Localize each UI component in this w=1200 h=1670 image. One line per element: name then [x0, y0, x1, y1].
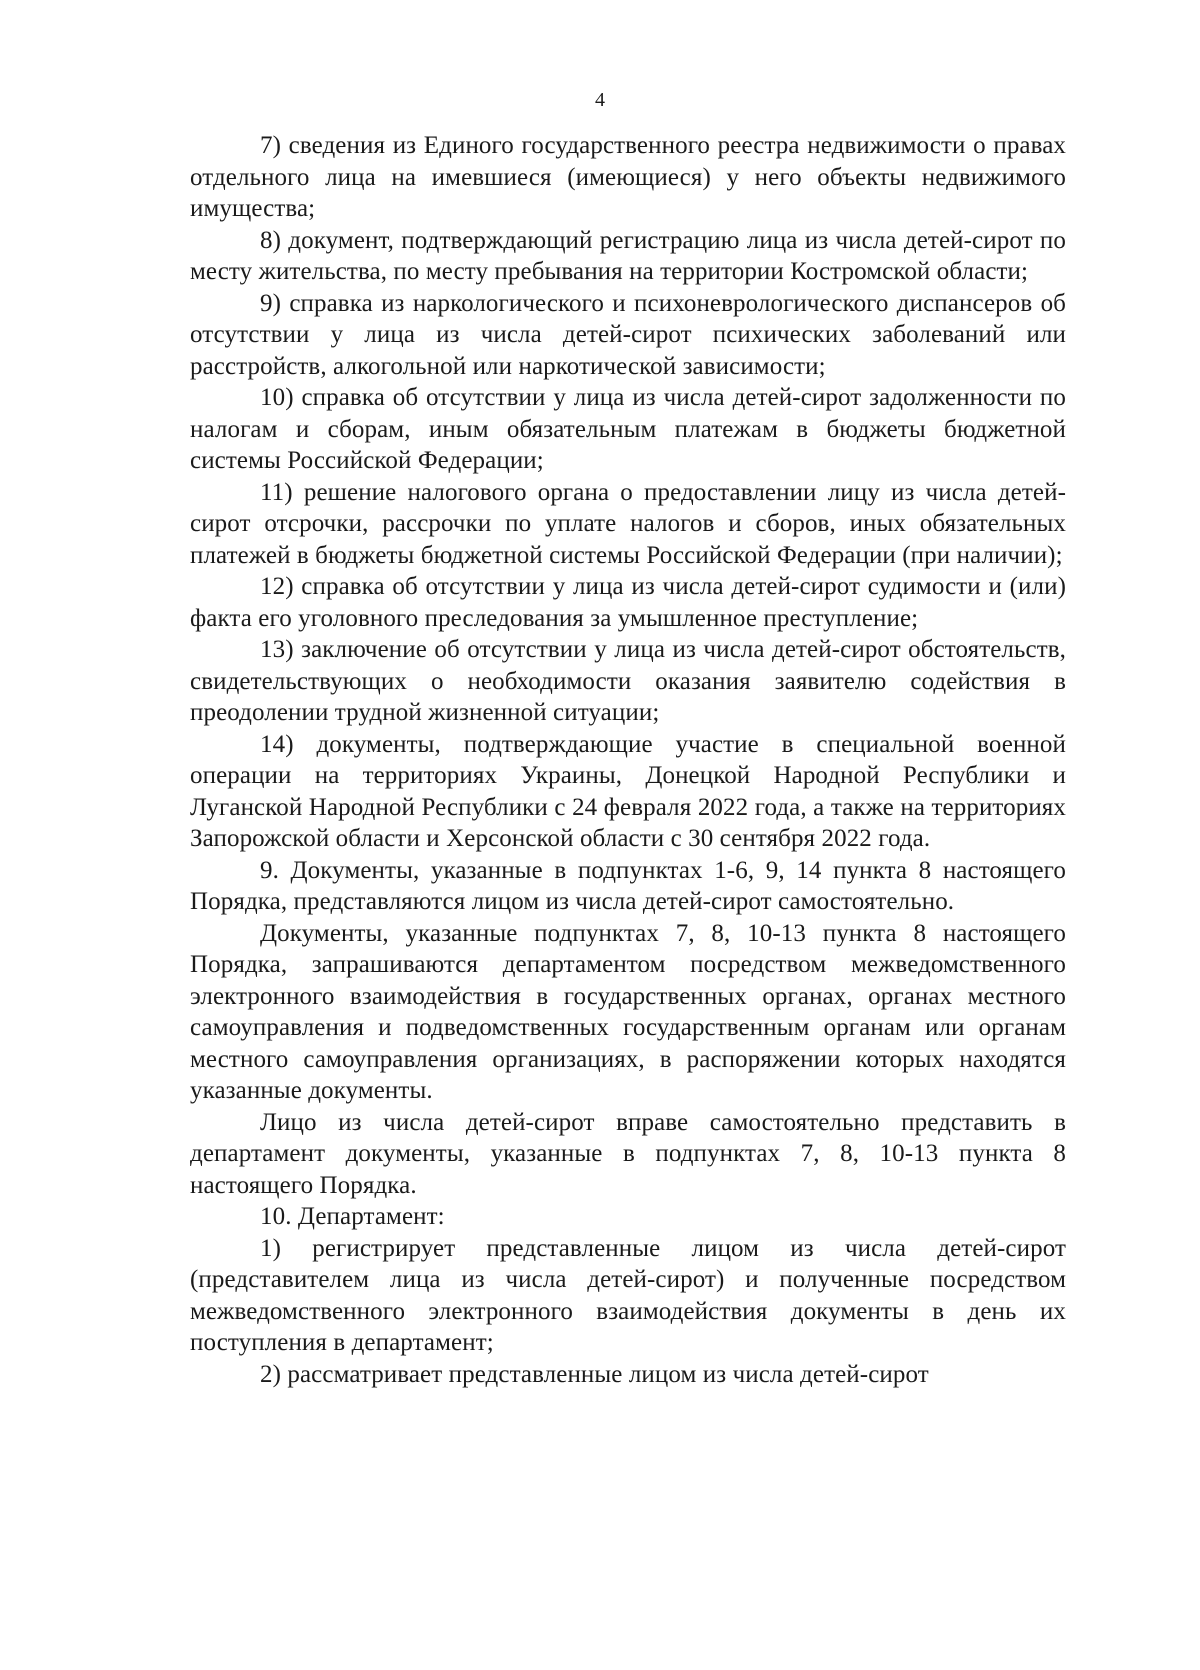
paragraph-interagency-request: Документы, указанные подпунктах 7, 8, 10-13 пункта 8 настоящего Порядка, запрашиваются департаментом посредством межведомственного электронного взаимодействия в государственных органах, органах местного самоуправления и подведомственных государственным органам или органам местного самоуправления организациях, в распоряжении которых находятся указанные документы.	[190, 919, 1066, 1104]
paragraph-item-7: 7) сведения из Единого государственного реестра недвижимости о правах отдельного лица на имевшиеся (имеющиеся) у него объекты недвижимого имущества;	[190, 132, 1066, 222]
document-body	[190, 130, 1066, 1390]
paragraph-item-11: 11) решение налогового органа о предоставлении лицу из числа детей-сирот отсрочки, рассрочки по уплате налогов и сборов, иных обязательных платежей в бюджеты бюджетной системы Российской Федерации (при наличии);	[190, 478, 1066, 569]
paragraph-self-submission: Лицо из числа детей-сирот вправе самостоятельно представить в департамент документы, указанные в подпунктах 7, 8, 10-13 пункта 8 настоящего Порядка.	[190, 1108, 1066, 1199]
paragraph-item-9: 9) справка из наркологического и психоневрологического диспансеров об отсутствии у лица из числа детей-сирот психических заболеваний или расстройств, алкогольной или наркотической зависимости;	[190, 289, 1066, 380]
paragraph-point-10-item-1: 1) регистрирует представленные лицом из числа детей-сирот (представителем лица из числа детей-сирот) и полученные посредством межведомственного электронного взаимодействия документы в день их поступления в департамент;	[190, 1234, 1066, 1356]
page-number: 4	[595, 89, 605, 111]
paragraph-item-10: 10) справка об отсутствии у лица из числа детей-сирот задолженности по налогам и сборам, иным обязательным платежам в бюджеты бюджетной системы Российской Федерации;	[190, 384, 1066, 474]
paragraph-point-9: 9. Документы, указанные в подпунктах 1-6, 9, 14 пункта 8 настоящего Порядка, представляются лицом из числа детей-сирот самостоятельно.	[190, 856, 1066, 915]
paragraph-item-12: 12) справка об отсутствии у лица из числа детей-сирот судимости и (или) факта его уголовного преследования за умышленное преступление;	[190, 573, 1066, 632]
paragraph-point-10-item-2: 2) рассматривает представленные лицом из числа детей-сирот	[260, 1360, 929, 1388]
paragraph-item-14: 14) документы, подтверждающие участие в специальной военной операции на территориях Украины, Донецкой Народной Республики и Луганской Народной Республики с 24 февраля 2022 года, а также на территориях Запорожской области и Херсонской области с 30 сентября 2022 года.	[190, 730, 1066, 852]
paragraph-point-10: 10. Департамент:	[260, 1203, 445, 1230]
paragraph-item-13: 13) заключение об отсутствии у лица из числа детей-сирот обстоятельств, свидетельствующих о необходимости оказания заявителю содействия в преодолении трудной жизненной ситуации;	[190, 636, 1066, 726]
paragraph-item-8: 8) документ, подтверждающий регистрацию лица из числа детей-сирот по месту жительства, по месту пребывания на территории Костромской области;	[190, 226, 1066, 285]
